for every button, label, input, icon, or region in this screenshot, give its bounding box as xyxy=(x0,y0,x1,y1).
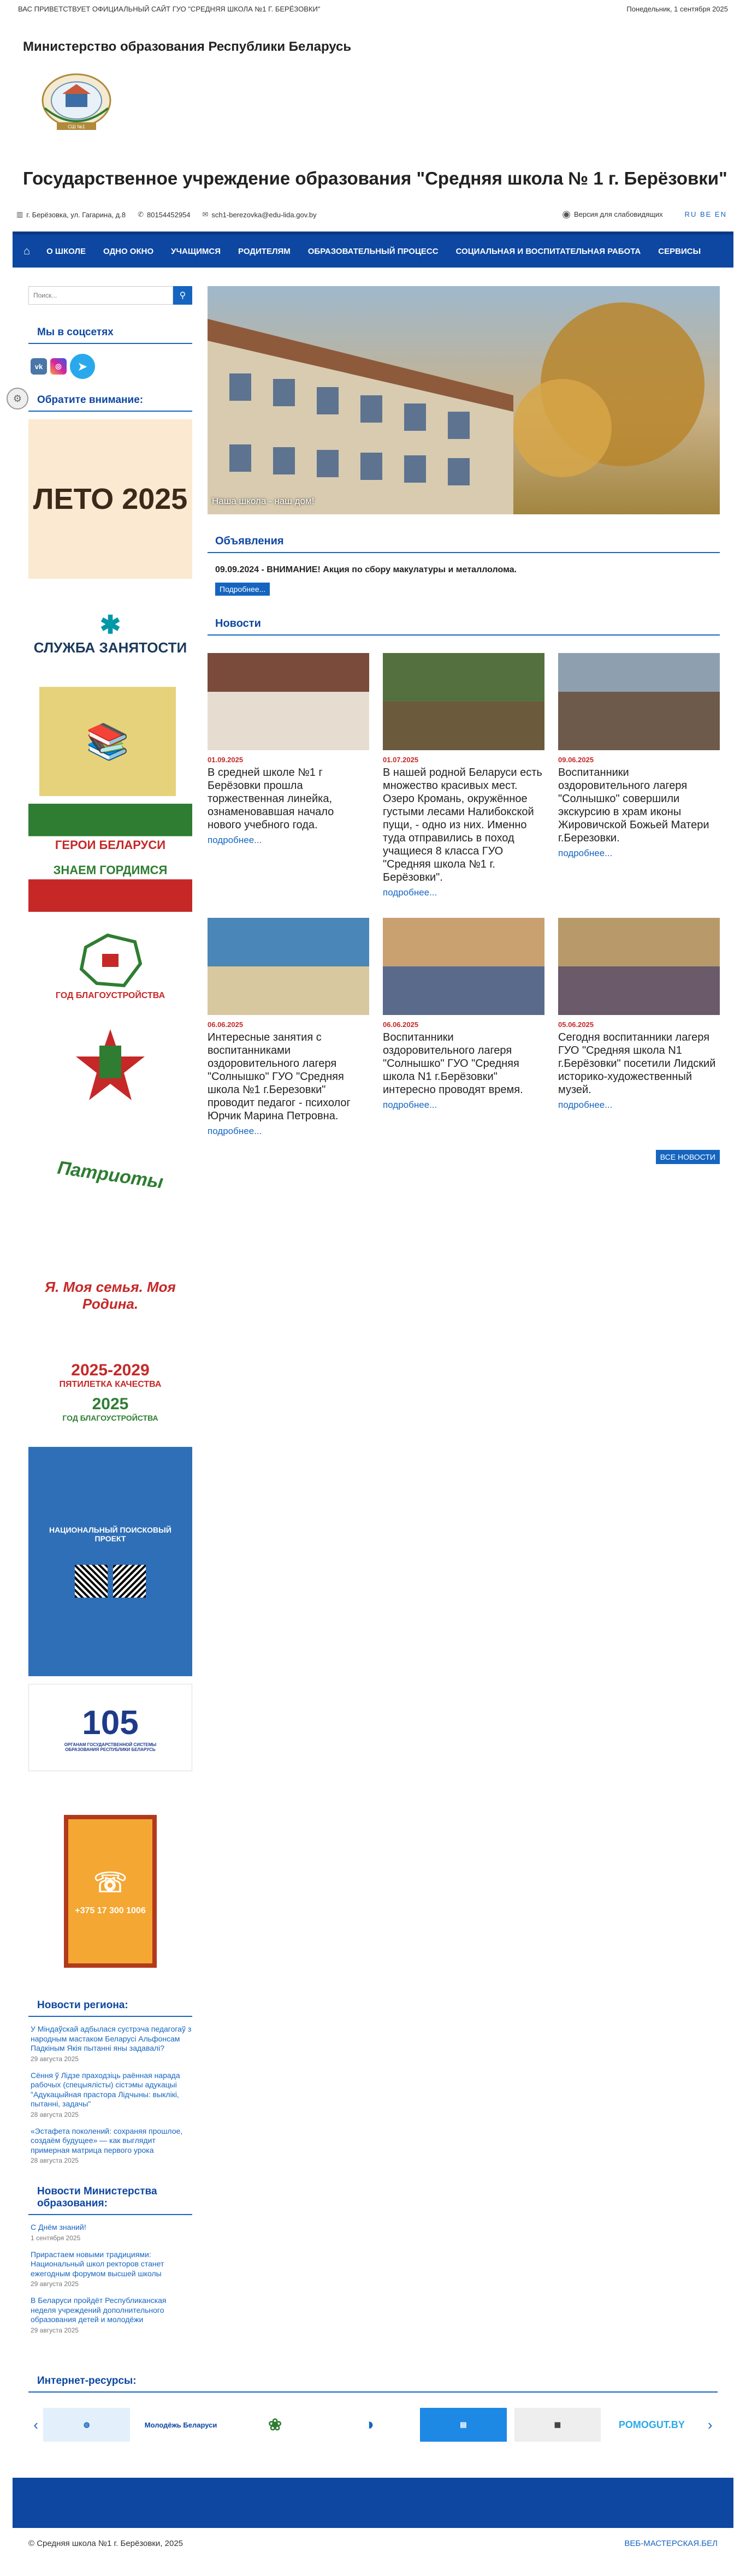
nav-students[interactable]: УЧАЩИМСЯ xyxy=(171,246,221,256)
list-item[interactable]: У Міндаўскай адбылася сустрэча педагогаў з народным мастаком Беларусі Альфонсам Падкiным Якiя пытаннi яны задавалi? 29 августа 2025 xyxy=(31,2025,192,2063)
announcement-text: 09.09.2024 - ВНИМАНИЕ! Акция по сбору макулатуры и металлолома. xyxy=(215,565,517,574)
attention-title: Обратите внимание: xyxy=(37,394,144,406)
news-more-link[interactable]: подробнее... xyxy=(558,1100,613,1110)
main-content xyxy=(208,286,720,2335)
top-bar xyxy=(0,0,746,17)
news-more-link[interactable]: подробнее... xyxy=(208,1126,262,1136)
divider xyxy=(208,634,720,636)
logo-ring-text: СШ №1 xyxy=(68,124,85,129)
nav-one-window[interactable]: ОДНО ОКНО xyxy=(103,246,154,256)
announcement-more-button[interactable]: Подробнее... xyxy=(215,583,270,596)
news-more-link[interactable]: подробнее... xyxy=(383,887,437,898)
news-photo xyxy=(383,653,544,750)
divider xyxy=(208,552,720,553)
nav-parents[interactable]: РОДИТЕЛЯМ xyxy=(238,246,291,256)
socials-title: Мы в соцсетях xyxy=(37,327,114,338)
resources-carousel xyxy=(28,2406,718,2444)
vk-icon[interactable]: vk xyxy=(31,358,47,375)
nav-about[interactable]: О ШКОЛЕ xyxy=(46,246,86,256)
resource-youth[interactable]: Молодёжь Беларуси xyxy=(144,2420,217,2429)
search-box xyxy=(28,286,192,305)
list-item[interactable]: «Эстафета поколений: сохраняя прошлое, создаём будущее» — как выглядит примерная матрица первого урока 28 августа 2025 xyxy=(31,2126,183,2164)
region-news xyxy=(28,1999,192,2165)
banner-star[interactable] xyxy=(28,1020,192,1109)
banner-search-project[interactable]: НАЦИОНАЛЬНЫЙ ПОИСКОВЫЙ ПРОЕКТ xyxy=(28,1447,192,1676)
list-item[interactable]: С Днём знаний! 1 сентября 2025 xyxy=(31,2223,86,2242)
banner-improvement-year[interactable]: ГОД БЛАГОУСТРОЙСТВА xyxy=(28,919,192,1012)
all-news-button[interactable]: ВСЕ НОВОСТИ xyxy=(656,1150,720,1164)
list-item[interactable]: Сёння ў Лідзе праходзіць раённая нарада рабочых (спецыялісты) сістэмы адукацыі "Адукацыйная прастора Лідчыны: выклікі, пытанні, задачы" 28 августа 2025 xyxy=(31,2070,180,2118)
current-date: Понедельник, 1 сентября 2025 xyxy=(626,4,728,13)
banner-105[interactable]: 105 ОРГАНАМ ГОСУДАРСТВЕННОЙ СИСТЕМЫ ОБРАЗОВАНИЯ РЕСПУБЛИКИ БЕЛАРУСЬ xyxy=(28,1684,192,1771)
region-news-title: Новости региона: xyxy=(37,1999,128,2011)
news-card[interactable]: 05.06.2025 Сегодня воспитанники лагеря ГУО "Средняя школа N1 г.Берёзовки" посетили Лидский историко-художественный музей. подробнее... xyxy=(558,918,720,1137)
instagram-icon[interactable]: ◎ xyxy=(50,358,67,375)
qr-codes xyxy=(75,1565,146,1598)
email[interactable]: ✉ sch1-berezovka@edu-lida.gov.by xyxy=(202,210,317,219)
news-photo xyxy=(383,918,544,1015)
school-title: Государственное учреждение образования "Средняя школа № 1 г. Берёзовки" xyxy=(23,168,727,188)
building-icon: ▥ xyxy=(16,210,23,218)
resource-item[interactable]: ◍ xyxy=(43,2408,129,2442)
eye-icon: ◉ xyxy=(562,209,571,219)
school-photo xyxy=(208,286,720,514)
news-photo xyxy=(558,653,720,750)
ministry-news xyxy=(28,2186,192,2335)
footer-band xyxy=(13,2478,733,2528)
news-more-link[interactable]: подробнее... xyxy=(558,848,613,858)
address: ▥ г. Берёзовка, ул. Гагарина, д.8 xyxy=(16,210,126,219)
phone-icon: ✆ xyxy=(138,210,144,218)
news-photo xyxy=(558,918,720,1015)
accessibility-link[interactable]: ◉ Версия для слабовидящих xyxy=(562,209,663,219)
resources-title: Интернет-ресурсы: xyxy=(37,2375,137,2387)
copyright: © Средняя школа №1 г. Берёзовки, 2025 xyxy=(28,2539,183,2548)
news-card[interactable]: 01.07.2025 В нашей родной Беларуси есть множество красивых мест. Озеро Кромань, окружённое густыми лесами Налибокской пущи, - одно из них. Именно туда отправились в поход учащиеся 8 класса ГУО "Средняя школа №1 г. Берёзовки". подробнее... xyxy=(383,653,544,898)
divider xyxy=(28,2016,192,2017)
banner-employment[interactable]: ✱ СЛУЖБА ЗАНЯТОСТИ xyxy=(33,610,187,656)
news-grid xyxy=(208,653,720,1137)
list-item[interactable]: Прирастаем новыми традициями: Национальный школ ректоров станет ежегодным форумом высшей школы 29 августа 2025 xyxy=(31,2249,164,2288)
telegram-icon[interactable]: ➤ xyxy=(70,354,95,379)
banner-heroes[interactable]: ГЕРОИ БЕЛАРУСИ ЗНАЕМ ГОРДИМСЯ xyxy=(28,804,192,912)
announcements-title: Объявления xyxy=(215,535,284,547)
employment-icon: ✱ xyxy=(99,610,121,639)
resource-item[interactable]: ▦ xyxy=(514,2408,601,2442)
news-more-link[interactable]: подробнее... xyxy=(208,835,262,845)
image-slider[interactable] xyxy=(208,286,720,514)
news-card[interactable]: 01.09.2025 В средней школе №1 г Берёзовки прошла торжественная линейка, ознаменовавшая начало нового учебного года. подробнее... xyxy=(208,653,369,898)
banner-hotline[interactable]: ☏ +375 17 300 1006 xyxy=(28,1804,192,1979)
nav-social-work[interactable]: СОЦИАЛЬНАЯ И ВОСПИТАТЕЛЬНАЯ РАБОТА xyxy=(455,246,641,256)
slider-caption: Наша школа - наш дом! xyxy=(212,496,315,506)
news-photo xyxy=(208,653,369,750)
resource-item[interactable]: ❀ xyxy=(268,2415,282,2434)
divider xyxy=(28,2391,718,2393)
home-icon[interactable]: ⌂ xyxy=(23,245,31,257)
chevron-left-icon[interactable]: ‹ xyxy=(33,2416,39,2433)
footer xyxy=(28,2539,718,2548)
divider xyxy=(28,343,192,344)
ministry-title: Министерство образования Республики Беларусь xyxy=(23,39,352,54)
developer-link[interactable]: ВЕБ-МАСТЕРСКАЯ.БЕЛ xyxy=(624,2539,718,2548)
divider xyxy=(28,2214,192,2215)
qr-code-icon xyxy=(113,1565,146,1598)
banner-books[interactable] xyxy=(39,687,176,796)
contacts-bar xyxy=(16,209,746,221)
banner-family[interactable]: Я. Моя семья. Моя Родина. xyxy=(45,1279,176,1312)
divider xyxy=(28,411,192,412)
envelope-icon: ✉ xyxy=(202,210,209,218)
news-photo xyxy=(208,918,369,1015)
language-switch[interactable]: RU BE EN xyxy=(684,210,727,218)
news-card[interactable]: 06.06.2025 Интересные занятия с воспитанниками оздоровительного лагеря "Солнышко" ГУО "Средняя школа №1 г.Березовки" проводит педагог - психолог Юрчик Марина Петровна. подробнее... xyxy=(208,918,369,1137)
sidebar xyxy=(28,286,192,2335)
social-links xyxy=(31,354,192,379)
resource-pomogut[interactable]: POMOGUT.BY xyxy=(618,2419,685,2430)
nav-services[interactable]: СЕРВИСЫ xyxy=(658,246,701,256)
news-title: Новости xyxy=(215,618,261,630)
welcome-text: ВАС ПРИВЕТСТВУЕТ ОФИЦИАЛЬНЫЙ САЙТ ГУО "СРЕДНЯЯ ШКОЛА №1 Г. БЕРЁЗОВКИ" xyxy=(18,4,321,13)
search-input[interactable] xyxy=(28,286,173,305)
banner-patriot[interactable]: Патриоты xyxy=(56,1157,165,1192)
star-icon xyxy=(75,1024,146,1106)
ministry-news-title: Новости Министерства образования: xyxy=(37,2186,157,2209)
news-card[interactable]: 09.06.2025 Воспитанники оздоровительного лагеря "Солнышко" совершили экскурсию в храм иконы Жировичской Божьей Матери г.Березовки. подробнее... xyxy=(558,653,720,898)
search-icon[interactable]: ⚲ xyxy=(173,286,192,305)
school-logo[interactable] xyxy=(34,70,119,135)
phone-icon: ☏ xyxy=(93,1867,128,1898)
accessibility-side-button[interactable]: ⚙ xyxy=(7,388,28,409)
resource-item[interactable]: ▤ xyxy=(420,2408,506,2442)
chevron-right-icon[interactable]: › xyxy=(707,2416,713,2433)
main-nav xyxy=(13,232,733,268)
phone[interactable]: ✆ 80154452954 xyxy=(138,210,191,219)
news-card[interactable]: 06.06.2025 Воспитанники оздоровительного лагеря "Солнышко" ГУО "Средняя школа N1 г.Берёзовки" интересно проводят время. подробнее... xyxy=(383,918,544,1137)
banner-quality[interactable]: 2025-2029 ПЯТИЛЕТКА КАЧЕСТВА 2025 ГОД БЛАГОУСТРОЙСТВА xyxy=(28,1344,192,1439)
internet-resources xyxy=(28,2375,718,2444)
resource-item[interactable]: ◑ xyxy=(364,2415,375,2433)
banner-summer[interactable]: ЛЕТО 2025 xyxy=(28,419,192,579)
news-more-link[interactable]: подробнее... xyxy=(383,1100,437,1110)
books-icon: 📚 xyxy=(86,721,129,761)
list-item[interactable]: В Беларуси пройдёт Республиканская неделя учреждений дополнительного образования детей и молодёжи 29 августа 2025 xyxy=(31,2296,167,2334)
nav-edu-process[interactable]: ОБРАЗОВАТЕЛЬНЫЙ ПРОЦЕСС xyxy=(307,246,439,256)
qr-code-icon xyxy=(75,1565,108,1598)
belarus-map-icon xyxy=(75,931,146,991)
